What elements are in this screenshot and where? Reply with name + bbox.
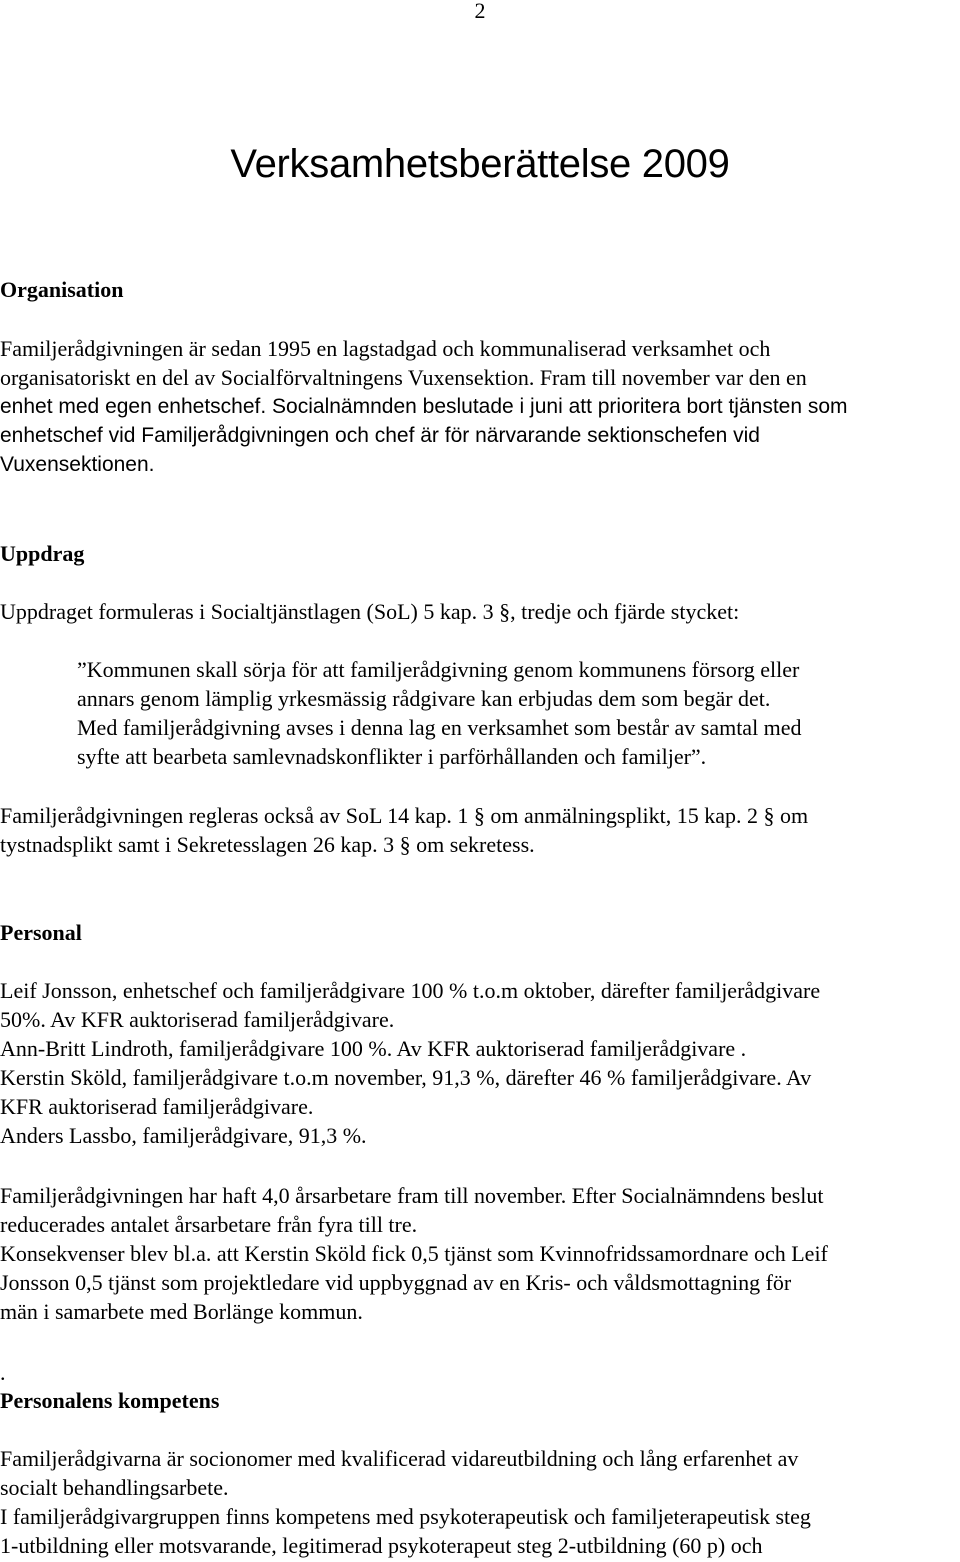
personal-staff-list <box>0 976 960 1150</box>
document-title: Verksamhetsberättelse 2009 <box>230 142 730 186</box>
text-line: Med familjerådgivning avses i denna lag en verksamhet som består av samtal med <box>77 715 802 740</box>
text-line: enhet med egen enhetschef. Socialnämnden beslutade i juni att prioritera bort tjänsten som <box>0 395 848 418</box>
text-line: Leif Jonsson, enhetschef och familjerådgivare 100 % t.o.m oktober, därefter familjerådgivare <box>0 978 821 1003</box>
text-line: ”Kommunen skall sörja för att familjerådgivning genom kommunens försorg eller <box>77 657 800 682</box>
uppdrag-intro <box>0 597 960 626</box>
personal-fte-paragraph <box>0 1181 960 1326</box>
law-quote <box>77 655 957 771</box>
stray-dot <box>0 1358 960 1387</box>
text-line: Konsekvenser blev bl.a. att Kerstin Sköld fick 0,5 tjänst som Kvinnofridssamordnare och Leif <box>0 1241 828 1266</box>
kompetens-paragraph <box>0 1444 960 1560</box>
text-line: Familjerådgivningen har haft 4,0 årsarbetare fram till november. Efter Socialnämndens beslut <box>0 1183 824 1208</box>
text-line: Uppdraget formuleras i Socialtjänstlagen (SoL) 5 kap. 3 §, tredje och fjärde stycket: <box>0 599 740 624</box>
heading-personalens-kompetens: Personalens kompetens <box>0 1388 220 1413</box>
heading-uppdrag: Uppdrag <box>0 541 85 566</box>
organisation-paragraph <box>0 334 960 479</box>
uppdrag-regulation-paragraph <box>0 801 960 859</box>
text-line: KFR auktoriserad familjerådgivare. <box>0 1094 314 1119</box>
text-line: Ann-Britt Lindroth, familjerådgivare 100 %. Av KFR auktoriserad familjerådgivare . <box>0 1036 747 1061</box>
text-line: . <box>0 1360 6 1385</box>
text-line: Familjerådgivningen regleras också av SoL 14 kap. 1 § om anmälningsplikt, 15 kap. 2 § om <box>0 803 809 828</box>
text-line: 50%. Av KFR auktoriserad familjerådgivare. <box>0 1007 395 1032</box>
text-line: I familjerådgivargruppen finns kompetens med psykoterapeutisk och familjeterapeutisk steg <box>0 1504 811 1529</box>
heading-personal: Personal <box>0 920 82 945</box>
text-line: Anders Lassbo, familjerådgivare, 91,3 %. <box>0 1123 367 1148</box>
text-line: socialt behandlingsarbete. <box>0 1475 229 1500</box>
text-line: män i samarbete med Borlänge kommun. <box>0 1299 363 1324</box>
text-line: Familjerådgivarna är socionomer med kvalificerad vidareutbildning och lång erfarenhet av <box>0 1446 799 1471</box>
text-line: organisatoriskt en del av Socialförvaltningens Vuxensektion. Fram till november var den en <box>0 365 807 390</box>
text-line: syfte att bearbeta samlevnadskonflikter i parförhållanden och familjer”. <box>77 744 707 769</box>
text-line: Vuxensektionen. <box>0 453 155 476</box>
text-line: Kerstin Sköld, familjerådgivare t.o.m november, 91,3 %, därefter 46 % familjerådgivare. Av <box>0 1065 812 1090</box>
text-line: enhetschef vid Familjerådgivningen och chef är för närvarande sektionschefen vid <box>0 424 760 447</box>
text-line: Familjerådgivningen är sedan 1995 en lagstadgad och kommunaliserad verksamhet och <box>0 336 771 361</box>
text-line: 1-utbildning eller motsvarande, legitimerad psykoterapeut steg 2-utbildning (60 p) och <box>0 1533 763 1558</box>
page-number: 2 <box>474 0 486 23</box>
text-line: tystnadsplikt samt i Sekretesslagen 26 kap. 3 § om sekretess. <box>0 832 535 857</box>
text-line: Jonsson 0,5 tjänst som projektledare vid uppbyggnad av en Kris- och våldsmottagning för <box>0 1270 792 1295</box>
text-line: reducerades antalet årsarbetare från fyra till tre. <box>0 1212 418 1237</box>
text-line: annars genom lämplig yrkesmässig rådgivare kan erbjudas dem som begär det. <box>77 686 771 711</box>
heading-organisation: Organisation <box>0 277 124 302</box>
